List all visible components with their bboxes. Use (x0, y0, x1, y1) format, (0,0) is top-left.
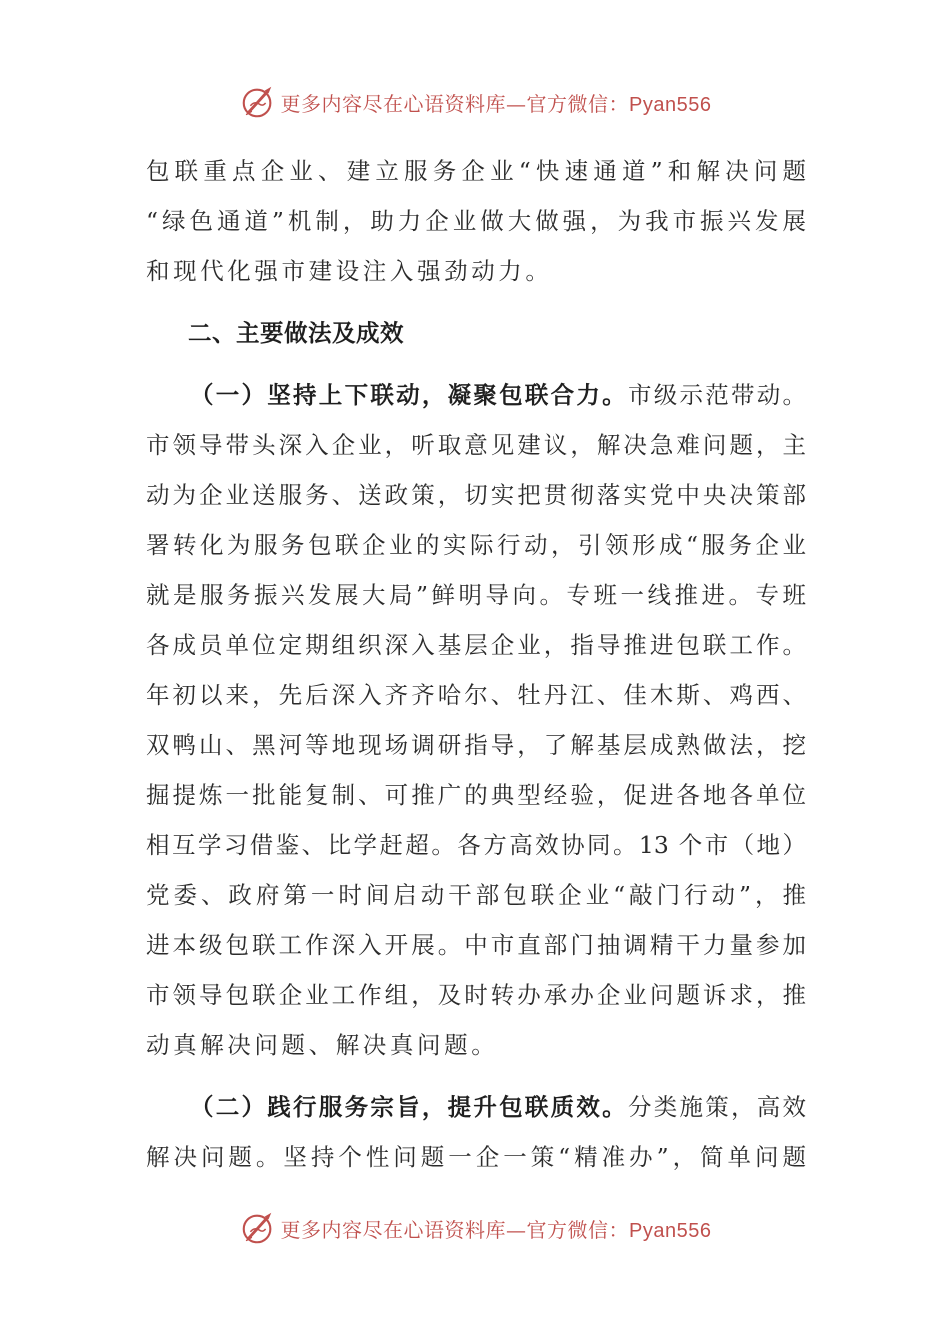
subsection-heading: （二）践行服务宗旨，提升包联质效。 (190, 1093, 628, 1121)
paragraph-line: 动为企业送服务、送政策，切实把贯彻落实党中央决策部 (146, 481, 806, 509)
paragraph-line: 市领导包联企业工作组，及时转办承办企业问题诉求，推 (146, 981, 806, 1009)
paragraph-line: 解决问题。坚持个性问题一企一策“精准办”，简单问题 (146, 1143, 806, 1171)
watermark-text: 更多内容尽在心语资料库—官方微信：Pyan556 (280, 1217, 712, 1242)
paragraph-line: 就是服务振兴发展大局”鲜明导向。专班一线推进。专班 (146, 581, 806, 609)
section-heading: 二、主要做法及成效 (188, 319, 404, 347)
paragraph-line: 动真解决问题、解决真问题。 (146, 1031, 499, 1059)
paragraph-line: 掘提炼一批能复制、可推广的典型经验，促进各地各单位 (146, 781, 806, 809)
paragraph-line: “绿色通道”机制，助力企业做大做强，为我市振兴发展 (146, 207, 806, 235)
paragraph-line: 党委、政府第一时间启动干部包联企业“敲门行动”，推 (146, 881, 806, 909)
paragraph-line: 市领导带头深入企业，听取意见建议，解决急难问题，主 (146, 431, 806, 459)
pen-logo-icon (239, 83, 277, 121)
paragraph-line: 和现代化强市建设注入强劲动力。 (146, 257, 553, 285)
pen-logo-icon (239, 1209, 277, 1247)
paragraph-line: 署转化为服务包联企业的实际行动，引领形成“服务企业 (146, 531, 806, 559)
paragraph-line: （二）践行服务宗旨，提升包联质效。分类施策，高效 (190, 1093, 806, 1121)
paragraph-line: 双鸭山、黑河等地现场调研指导，了解基层成熟做法，挖 (146, 731, 806, 759)
document-body (146, 146, 806, 1182)
paragraph-line: 各成员单位定期组织深入基层企业，指导推进包联工作。 (146, 631, 806, 659)
watermark-banner-bottom (0, 1206, 950, 1250)
paragraph-line: 相互学习借鉴、比学赶超。各方高效协同。13 个市（地） (146, 831, 806, 859)
paragraph-line: （一）坚持上下联动，凝聚包联合力。市级示范带动。 (190, 381, 806, 409)
watermark-text: 更多内容尽在心语资料库—官方微信：Pyan556 (280, 91, 712, 116)
paragraph-line: 包联重点企业、建立服务企业“快速通道”和解决问题 (146, 157, 806, 185)
paragraph-line: 年初以来，先后深入齐齐哈尔、牡丹江、佳木斯、鸡西、 (146, 681, 806, 709)
subsection-heading: （一）坚持上下联动，凝聚包联合力。 (190, 381, 628, 409)
paragraph-line: 进本级包联工作深入开展。中市直部门抽调精干力量参加 (146, 931, 806, 959)
watermark-banner-top (0, 80, 950, 124)
